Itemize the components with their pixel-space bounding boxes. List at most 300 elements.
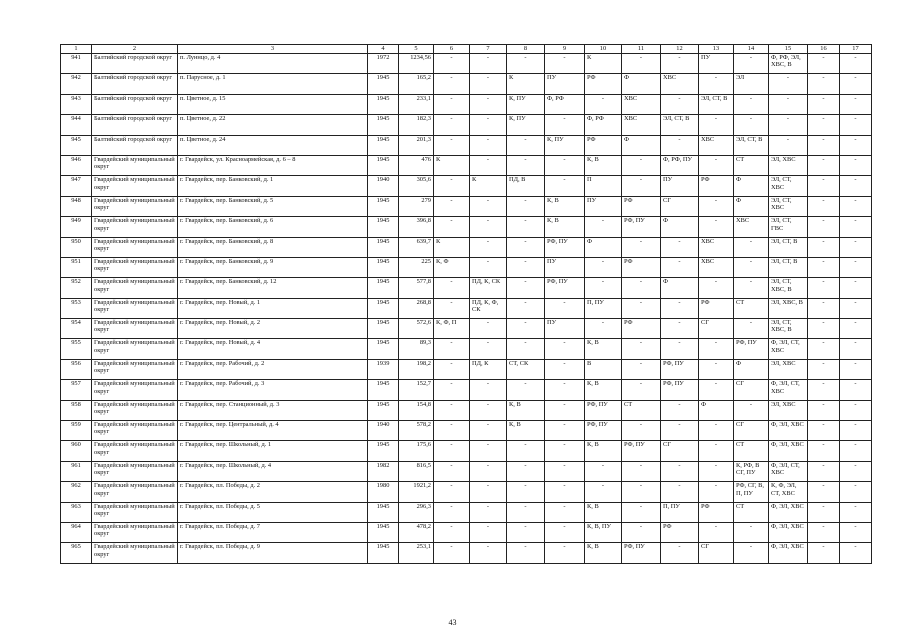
table-cell-col-17: - — [840, 298, 872, 318]
table-cell-col-5: 225 — [399, 257, 434, 277]
table-cell-col-9: - — [545, 543, 585, 563]
table-cell-col-11: РФ — [622, 319, 661, 339]
table-cell-col-7: - — [470, 115, 507, 135]
table-cell-col-1: 948 — [61, 196, 92, 216]
table-cell-col-6: - — [434, 482, 470, 502]
column-number-12: 12 — [661, 45, 699, 54]
table-cell-col-7: - — [470, 400, 507, 420]
table-cell-col-2: Балтийский городской округ — [92, 74, 178, 94]
table-cell-col-14: Ф — [734, 196, 769, 216]
table-cell-col-7: - — [470, 196, 507, 216]
table-cell-col-14: - — [734, 543, 769, 563]
table-cell-col-15: ЭЛ, СТ, ГВС — [769, 217, 808, 237]
table-cell-col-15: ЭЛ, СТ, ХВС, В — [769, 278, 808, 298]
table-cell-col-4: 1945 — [368, 298, 399, 318]
table-cell-col-12: РФ, ПУ — [661, 359, 699, 379]
table-cell-col-10: Ф, РФ — [585, 115, 622, 135]
table-cell-col-16: - — [808, 54, 840, 74]
table-cell-col-5: 165,2 — [399, 74, 434, 94]
table-row — [61, 441, 872, 461]
table-cell-col-7: К — [470, 176, 507, 196]
table-cell-col-7: - — [470, 319, 507, 339]
table-cell-col-14: РФ, СГ, В, П, ПУ — [734, 482, 769, 502]
column-number-7: 7 — [470, 45, 507, 54]
table-cell-col-14: - — [734, 54, 769, 74]
table-cell-col-10: К, В — [585, 502, 622, 522]
table-cell-col-13: - — [699, 74, 734, 94]
table-cell-col-1: 963 — [61, 502, 92, 522]
table-cell-col-15: К, Ф, ЭЛ, СТ, ХВС — [769, 482, 808, 502]
table-cell-col-4: 1945 — [368, 319, 399, 339]
table-cell-col-10: - — [585, 94, 622, 114]
table-cell-col-13: ХВС — [699, 257, 734, 277]
table-cell-col-15: Ф, ЭЛ, ХВС — [769, 441, 808, 461]
table-cell-col-2: Гвардейский муниципальный округ — [92, 217, 178, 237]
table-cell-col-17: - — [840, 421, 872, 441]
table-cell-col-2: Балтийский городской округ — [92, 115, 178, 135]
table-cell-col-14: - — [734, 400, 769, 420]
table-cell-col-6: - — [434, 74, 470, 94]
table-cell-col-11: Ф — [622, 135, 661, 155]
table-cell-col-16: - — [808, 257, 840, 277]
table-cell-col-14: К, РФ, В СГ, ПУ — [734, 461, 769, 481]
table-cell-col-11: - — [622, 176, 661, 196]
table-cell-col-17: - — [840, 461, 872, 481]
table-cell-col-4: 1945 — [368, 278, 399, 298]
table-cell-col-10: - — [585, 217, 622, 237]
table-cell-col-12: Ф, РФ, ПУ — [661, 155, 699, 175]
table-cell-col-16: - — [808, 461, 840, 481]
table-cell-col-2: Гвардейский муниципальный округ — [92, 502, 178, 522]
table-cell-col-8: - — [507, 482, 545, 502]
table-cell-col-10: К — [585, 54, 622, 74]
table-cell-col-9: ПУ — [545, 257, 585, 277]
table-cell-col-1: 951 — [61, 257, 92, 277]
table-cell-col-8: - — [507, 257, 545, 277]
table-cell-col-10: Ф — [585, 237, 622, 257]
table-row — [61, 94, 872, 114]
table-cell-col-5: 296,3 — [399, 502, 434, 522]
table-cell-col-9: К, В — [545, 196, 585, 216]
table-cell-col-1: 953 — [61, 298, 92, 318]
table-cell-col-7: - — [470, 482, 507, 502]
table-cell-col-5: 578,2 — [399, 421, 434, 441]
table-cell-col-14: - — [734, 522, 769, 542]
table-cell-col-11: РФ, ПУ — [622, 217, 661, 237]
table-cell-col-11: - — [622, 522, 661, 542]
table-cell-col-16: - — [808, 543, 840, 563]
table-cell-col-6: - — [434, 196, 470, 216]
table-cell-col-1: 950 — [61, 237, 92, 257]
table-cell-col-2: Гвардейский муниципальный округ — [92, 196, 178, 216]
table-cell-col-10: ПУ — [585, 196, 622, 216]
table-cell-col-5: 279 — [399, 196, 434, 216]
table-cell-col-15: Ф, ЭЛ, ХВС — [769, 502, 808, 522]
header-row — [61, 45, 872, 54]
table-cell-col-1: 965 — [61, 543, 92, 563]
table-cell-col-1: 962 — [61, 482, 92, 502]
table-cell-col-5: 478,2 — [399, 522, 434, 542]
table-cell-col-1: 961 — [61, 461, 92, 481]
table-cell-col-16: - — [808, 74, 840, 94]
table-cell-col-9: - — [545, 502, 585, 522]
table-cell-col-7: - — [470, 257, 507, 277]
table-row — [61, 339, 872, 359]
table-cell-col-9: ПУ — [545, 319, 585, 339]
table-cell-col-16: - — [808, 502, 840, 522]
table-row — [61, 298, 872, 318]
table-cell-col-13: - — [699, 217, 734, 237]
table-cell-col-15: ЭЛ, ХВС — [769, 155, 808, 175]
table-cell-col-4: 1945 — [368, 380, 399, 400]
table-cell-col-14: РФ, ПУ — [734, 339, 769, 359]
table-cell-col-8: - — [507, 298, 545, 318]
table-cell-col-15: Ф, ЭЛ, СТ, ХВС — [769, 380, 808, 400]
table-cell-col-9: - — [545, 400, 585, 420]
table-cell-col-8: - — [507, 543, 545, 563]
table-cell-col-4: 1945 — [368, 400, 399, 420]
table-cell-col-14: - — [734, 115, 769, 135]
table-cell-col-2: Гвардейский муниципальный округ — [92, 237, 178, 257]
column-number-5: 5 — [399, 45, 434, 54]
table-row — [61, 74, 872, 94]
table-cell-col-6: К — [434, 237, 470, 257]
table-cell-col-3: г. Гвардейск, пер. Новый, д. 2 — [178, 319, 368, 339]
column-number-17: 17 — [840, 45, 872, 54]
table-cell-col-10: - — [585, 319, 622, 339]
column-number-8: 8 — [507, 45, 545, 54]
table-cell-col-5: 182,3 — [399, 115, 434, 135]
table-cell-col-5: 476 — [399, 155, 434, 175]
table-row — [61, 155, 872, 175]
table-cell-col-8: К, ПУ — [507, 115, 545, 135]
table-cell-col-10: РФ, ПУ — [585, 400, 622, 420]
table-cell-col-4: 1972 — [368, 54, 399, 74]
column-number-4: 4 — [368, 45, 399, 54]
table-cell-col-7: - — [470, 380, 507, 400]
table-cell-col-3: п. Парусное, д. 1 — [178, 74, 368, 94]
table-cell-col-11: - — [622, 54, 661, 74]
table-cell-col-14: - — [734, 257, 769, 277]
table-cell-col-14: СТ — [734, 441, 769, 461]
table-cell-col-12: - — [661, 339, 699, 359]
table-cell-col-5: 152,7 — [399, 380, 434, 400]
table-cell-col-7: - — [470, 74, 507, 94]
table-cell-col-17: - — [840, 339, 872, 359]
table-row — [61, 217, 872, 237]
table-cell-col-11: - — [622, 461, 661, 481]
table-cell-col-6: К, Ф, П — [434, 319, 470, 339]
table-cell-col-10: РФ — [585, 135, 622, 155]
table-cell-col-5: 233,1 — [399, 94, 434, 114]
table-cell-col-8: К, В — [507, 421, 545, 441]
table-row — [61, 135, 872, 155]
table-cell-col-17: - — [840, 237, 872, 257]
table-cell-col-16: - — [808, 135, 840, 155]
table-cell-col-13: СГ — [699, 319, 734, 339]
table-cell-col-4: 1945 — [368, 74, 399, 94]
table-cell-col-13: - — [699, 339, 734, 359]
table-cell-col-2: Гвардейский муниципальный округ — [92, 298, 178, 318]
table-cell-col-6: - — [434, 54, 470, 74]
table-cell-col-15: Ф, ЭЛ, ХВС — [769, 421, 808, 441]
table-cell-col-4: 1945 — [368, 502, 399, 522]
table-cell-col-4: 1945 — [368, 196, 399, 216]
table-cell-col-12: - — [661, 257, 699, 277]
table-cell-col-12: - — [661, 298, 699, 318]
table-cell-col-13: РФ — [699, 502, 734, 522]
table-cell-col-7: ПД, К, СК — [470, 278, 507, 298]
table-cell-col-17: - — [840, 543, 872, 563]
table-cell-col-5: 268,8 — [399, 298, 434, 318]
table-cell-col-7: - — [470, 94, 507, 114]
table-cell-col-3: г. Гвардейск, пер. Банковский, д. 8 — [178, 237, 368, 257]
table-cell-col-11: РФ, ПУ — [622, 543, 661, 563]
table-cell-col-4: 1940 — [368, 421, 399, 441]
page-number: 43 — [448, 618, 457, 627]
table-cell-col-15: ЭЛ, ХВС, В — [769, 298, 808, 318]
table-cell-col-12: РФ — [661, 522, 699, 542]
table-cell-col-3: г. Гвардейск, пер. Новый, д. 1 — [178, 298, 368, 318]
table-cell-col-6: - — [434, 339, 470, 359]
table-cell-col-9: - — [545, 441, 585, 461]
table-cell-col-14: ЭЛ — [734, 74, 769, 94]
table-cell-col-14: СГ — [734, 380, 769, 400]
table-cell-col-13: - — [699, 421, 734, 441]
table-cell-col-13: - — [699, 441, 734, 461]
column-number-2: 2 — [92, 45, 178, 54]
table-cell-col-10: К, В — [585, 441, 622, 461]
table-cell-col-16: - — [808, 115, 840, 135]
table-cell-col-15: - — [769, 94, 808, 114]
table-cell-col-8: - — [507, 441, 545, 461]
table-cell-col-12: ПУ — [661, 176, 699, 196]
table-cell-col-6: - — [434, 217, 470, 237]
table-cell-col-5: 396,8 — [399, 217, 434, 237]
table-cell-col-6: - — [434, 522, 470, 542]
table-cell-col-10: РФ, ПУ — [585, 421, 622, 441]
table-cell-col-11: - — [622, 339, 661, 359]
table-cell-col-5: 639,7 — [399, 237, 434, 257]
table-cell-col-10: К, В — [585, 339, 622, 359]
table-cell-col-6: - — [434, 421, 470, 441]
table-cell-col-8: ПД, В — [507, 176, 545, 196]
table-cell-col-6: - — [434, 176, 470, 196]
table-cell-col-8: - — [507, 502, 545, 522]
table-cell-col-6: - — [434, 115, 470, 135]
table-cell-col-11: - — [622, 359, 661, 379]
table-cell-col-12: - — [661, 135, 699, 155]
table-row — [61, 380, 872, 400]
table-cell-col-2: Гвардейский муниципальный округ — [92, 359, 178, 379]
table-cell-col-17: - — [840, 380, 872, 400]
table-cell-col-1: 959 — [61, 421, 92, 441]
table-cell-col-7: - — [470, 54, 507, 74]
table-cell-col-2: Гвардейский муниципальный округ — [92, 257, 178, 277]
column-number-3: 3 — [178, 45, 368, 54]
table-cell-col-17: - — [840, 196, 872, 216]
table-cell-col-12: ХВС — [661, 74, 699, 94]
table-cell-col-13: РФ — [699, 176, 734, 196]
table-cell-col-1: 946 — [61, 155, 92, 175]
table-cell-col-10: - — [585, 482, 622, 502]
table-cell-col-15: Ф, РФ, ЭЛ, ХВС, В — [769, 54, 808, 74]
table-cell-col-10: П, ПУ — [585, 298, 622, 318]
table-cell-col-2: Гвардейский муниципальный округ — [92, 522, 178, 542]
table-cell-col-1: 945 — [61, 135, 92, 155]
table-cell-col-6: - — [434, 400, 470, 420]
table-cell-col-16: - — [808, 400, 840, 420]
table-cell-col-14: ЭЛ, СТ, В — [734, 135, 769, 155]
table-cell-col-2: Балтийский городской округ — [92, 135, 178, 155]
table-cell-col-7: - — [470, 543, 507, 563]
table-cell-col-17: - — [840, 74, 872, 94]
table-cell-col-17: - — [840, 257, 872, 277]
table-cell-col-3: г. Гвардейск, пл. Победы, д. 2 — [178, 482, 368, 502]
table-cell-col-15: ЭЛ, СТ, ХВС — [769, 196, 808, 216]
table-cell-col-9: К, В — [545, 217, 585, 237]
table-cell-col-12: - — [661, 543, 699, 563]
table-cell-col-13: - — [699, 155, 734, 175]
table-cell-col-12: РФ, ПУ — [661, 380, 699, 400]
table-cell-col-14: - — [734, 94, 769, 114]
table-cell-col-9: К, ПУ — [545, 135, 585, 155]
table-cell-col-6: - — [434, 359, 470, 379]
table-cell-col-15: Ф, ЭЛ, ХВС — [769, 543, 808, 563]
table-cell-col-15: ЭЛ, ХВС — [769, 400, 808, 420]
table-cell-col-15: ЭЛ, СТ, ХВС, В — [769, 319, 808, 339]
table-cell-col-6: - — [434, 94, 470, 114]
table-cell-col-12: Ф — [661, 278, 699, 298]
table-cell-col-13: - — [699, 461, 734, 481]
table-cell-col-3: г. Гвардейск, пер. Рабочий, д. 2 — [178, 359, 368, 379]
table-cell-col-13: Ф — [699, 400, 734, 420]
table-row — [61, 176, 872, 196]
table-cell-col-17: - — [840, 278, 872, 298]
table-cell-col-15: ЭЛ, ХВС — [769, 359, 808, 379]
table-cell-col-10: - — [585, 461, 622, 481]
column-number-14: 14 — [734, 45, 769, 54]
table-cell-col-2: Гвардейский муниципальный округ — [92, 482, 178, 502]
table-cell-col-2: Балтийский городской округ — [92, 54, 178, 74]
table-cell-col-17: - — [840, 482, 872, 502]
table-cell-col-13: РФ — [699, 298, 734, 318]
table-cell-col-15: ЭЛ, СТ, ХВС — [769, 176, 808, 196]
table-cell-col-14: СГ — [734, 421, 769, 441]
table-cell-col-12: - — [661, 400, 699, 420]
table-row — [61, 543, 872, 563]
table-cell-col-8: - — [507, 155, 545, 175]
table-cell-col-17: - — [840, 176, 872, 196]
table-cell-col-13: - — [699, 522, 734, 542]
table-cell-col-3: п. Луннцо, д. 4 — [178, 54, 368, 74]
table-cell-col-15: ЭЛ, СТ, В — [769, 237, 808, 257]
table-cell-col-6: - — [434, 380, 470, 400]
table-cell-col-8: - — [507, 522, 545, 542]
table-cell-col-11: РФ — [622, 196, 661, 216]
table-cell-col-3: г. Гвардейск, пер. Банковский, д. 1 — [178, 176, 368, 196]
table-row — [61, 400, 872, 420]
table-cell-col-10: К, В, ПУ — [585, 522, 622, 542]
table-cell-col-1: 956 — [61, 359, 92, 379]
column-number-11: 11 — [622, 45, 661, 54]
table-cell-col-2: Гвардейский муниципальный округ — [92, 461, 178, 481]
table-cell-col-4: 1940 — [368, 176, 399, 196]
table-row — [61, 54, 872, 74]
table-cell-col-2: Гвардейский муниципальный округ — [92, 543, 178, 563]
table-cell-col-17: - — [840, 502, 872, 522]
table-row — [61, 319, 872, 339]
table-cell-col-10: - — [585, 278, 622, 298]
table-cell-col-9: - — [545, 421, 585, 441]
table-cell-col-13: ЭЛ, СТ, В — [699, 94, 734, 114]
table-cell-col-14: СТ — [734, 298, 769, 318]
table-row — [61, 278, 872, 298]
table-cell-col-16: - — [808, 278, 840, 298]
table-cell-col-1: 947 — [61, 176, 92, 196]
table-cell-col-7: - — [470, 441, 507, 461]
table-cell-col-15: Ф, ЭЛ, СТ, ХВС — [769, 461, 808, 481]
table-cell-col-9: - — [545, 298, 585, 318]
table-cell-col-4: 1939 — [368, 359, 399, 379]
table-cell-col-17: - — [840, 217, 872, 237]
table-cell-col-11: - — [622, 482, 661, 502]
table-cell-col-13: - — [699, 359, 734, 379]
table-cell-col-5: 577,8 — [399, 278, 434, 298]
table-cell-col-11: - — [622, 380, 661, 400]
table-cell-col-1: 964 — [61, 522, 92, 542]
table-row — [61, 359, 872, 379]
table-cell-col-11: СТ — [622, 400, 661, 420]
table-cell-col-11: - — [622, 502, 661, 522]
table-cell-col-3: п. Цветное, д. 24 — [178, 135, 368, 155]
table-cell-col-5: 154,8 — [399, 400, 434, 420]
table-cell-col-4: 1945 — [368, 543, 399, 563]
table-cell-col-5: 305,6 — [399, 176, 434, 196]
table-cell-col-7: - — [470, 522, 507, 542]
table-cell-col-10: К, В — [585, 543, 622, 563]
table-cell-col-17: - — [840, 135, 872, 155]
table-cell-col-12: СГ — [661, 441, 699, 461]
table-cell-col-17: - — [840, 54, 872, 74]
table-cell-col-3: г. Гвардейск, ул. Красноармейская, д. 6 – 8 — [178, 155, 368, 175]
table-cell-col-16: - — [808, 155, 840, 175]
table-cell-col-9: - — [545, 54, 585, 74]
table-cell-col-8: - — [507, 196, 545, 216]
table-cell-col-16: - — [808, 482, 840, 502]
table-cell-col-8: - — [507, 278, 545, 298]
table-cell-col-11: - — [622, 155, 661, 175]
table-cell-col-17: - — [840, 94, 872, 114]
table-cell-col-12: П, ПУ — [661, 502, 699, 522]
table-cell-col-11: - — [622, 421, 661, 441]
table-cell-col-1: 955 — [61, 339, 92, 359]
table-cell-col-5: 816,5 — [399, 461, 434, 481]
table-cell-col-6: - — [434, 461, 470, 481]
table-cell-col-9: - — [545, 522, 585, 542]
table-cell-col-11: Ф — [622, 74, 661, 94]
table-cell-col-2: Гвардейский муниципальный округ — [92, 155, 178, 175]
table-cell-col-16: - — [808, 421, 840, 441]
table-cell-col-5: 89,3 — [399, 339, 434, 359]
table-cell-col-9: РФ, ПУ — [545, 237, 585, 257]
table-cell-col-2: Гвардейский муниципальный округ — [92, 278, 178, 298]
table-cell-col-9: - — [545, 461, 585, 481]
table-cell-col-12: ЭЛ, СТ, В — [661, 115, 699, 135]
table-cell-col-10: К, В — [585, 155, 622, 175]
table-cell-col-8: - — [507, 135, 545, 155]
table-row — [61, 237, 872, 257]
